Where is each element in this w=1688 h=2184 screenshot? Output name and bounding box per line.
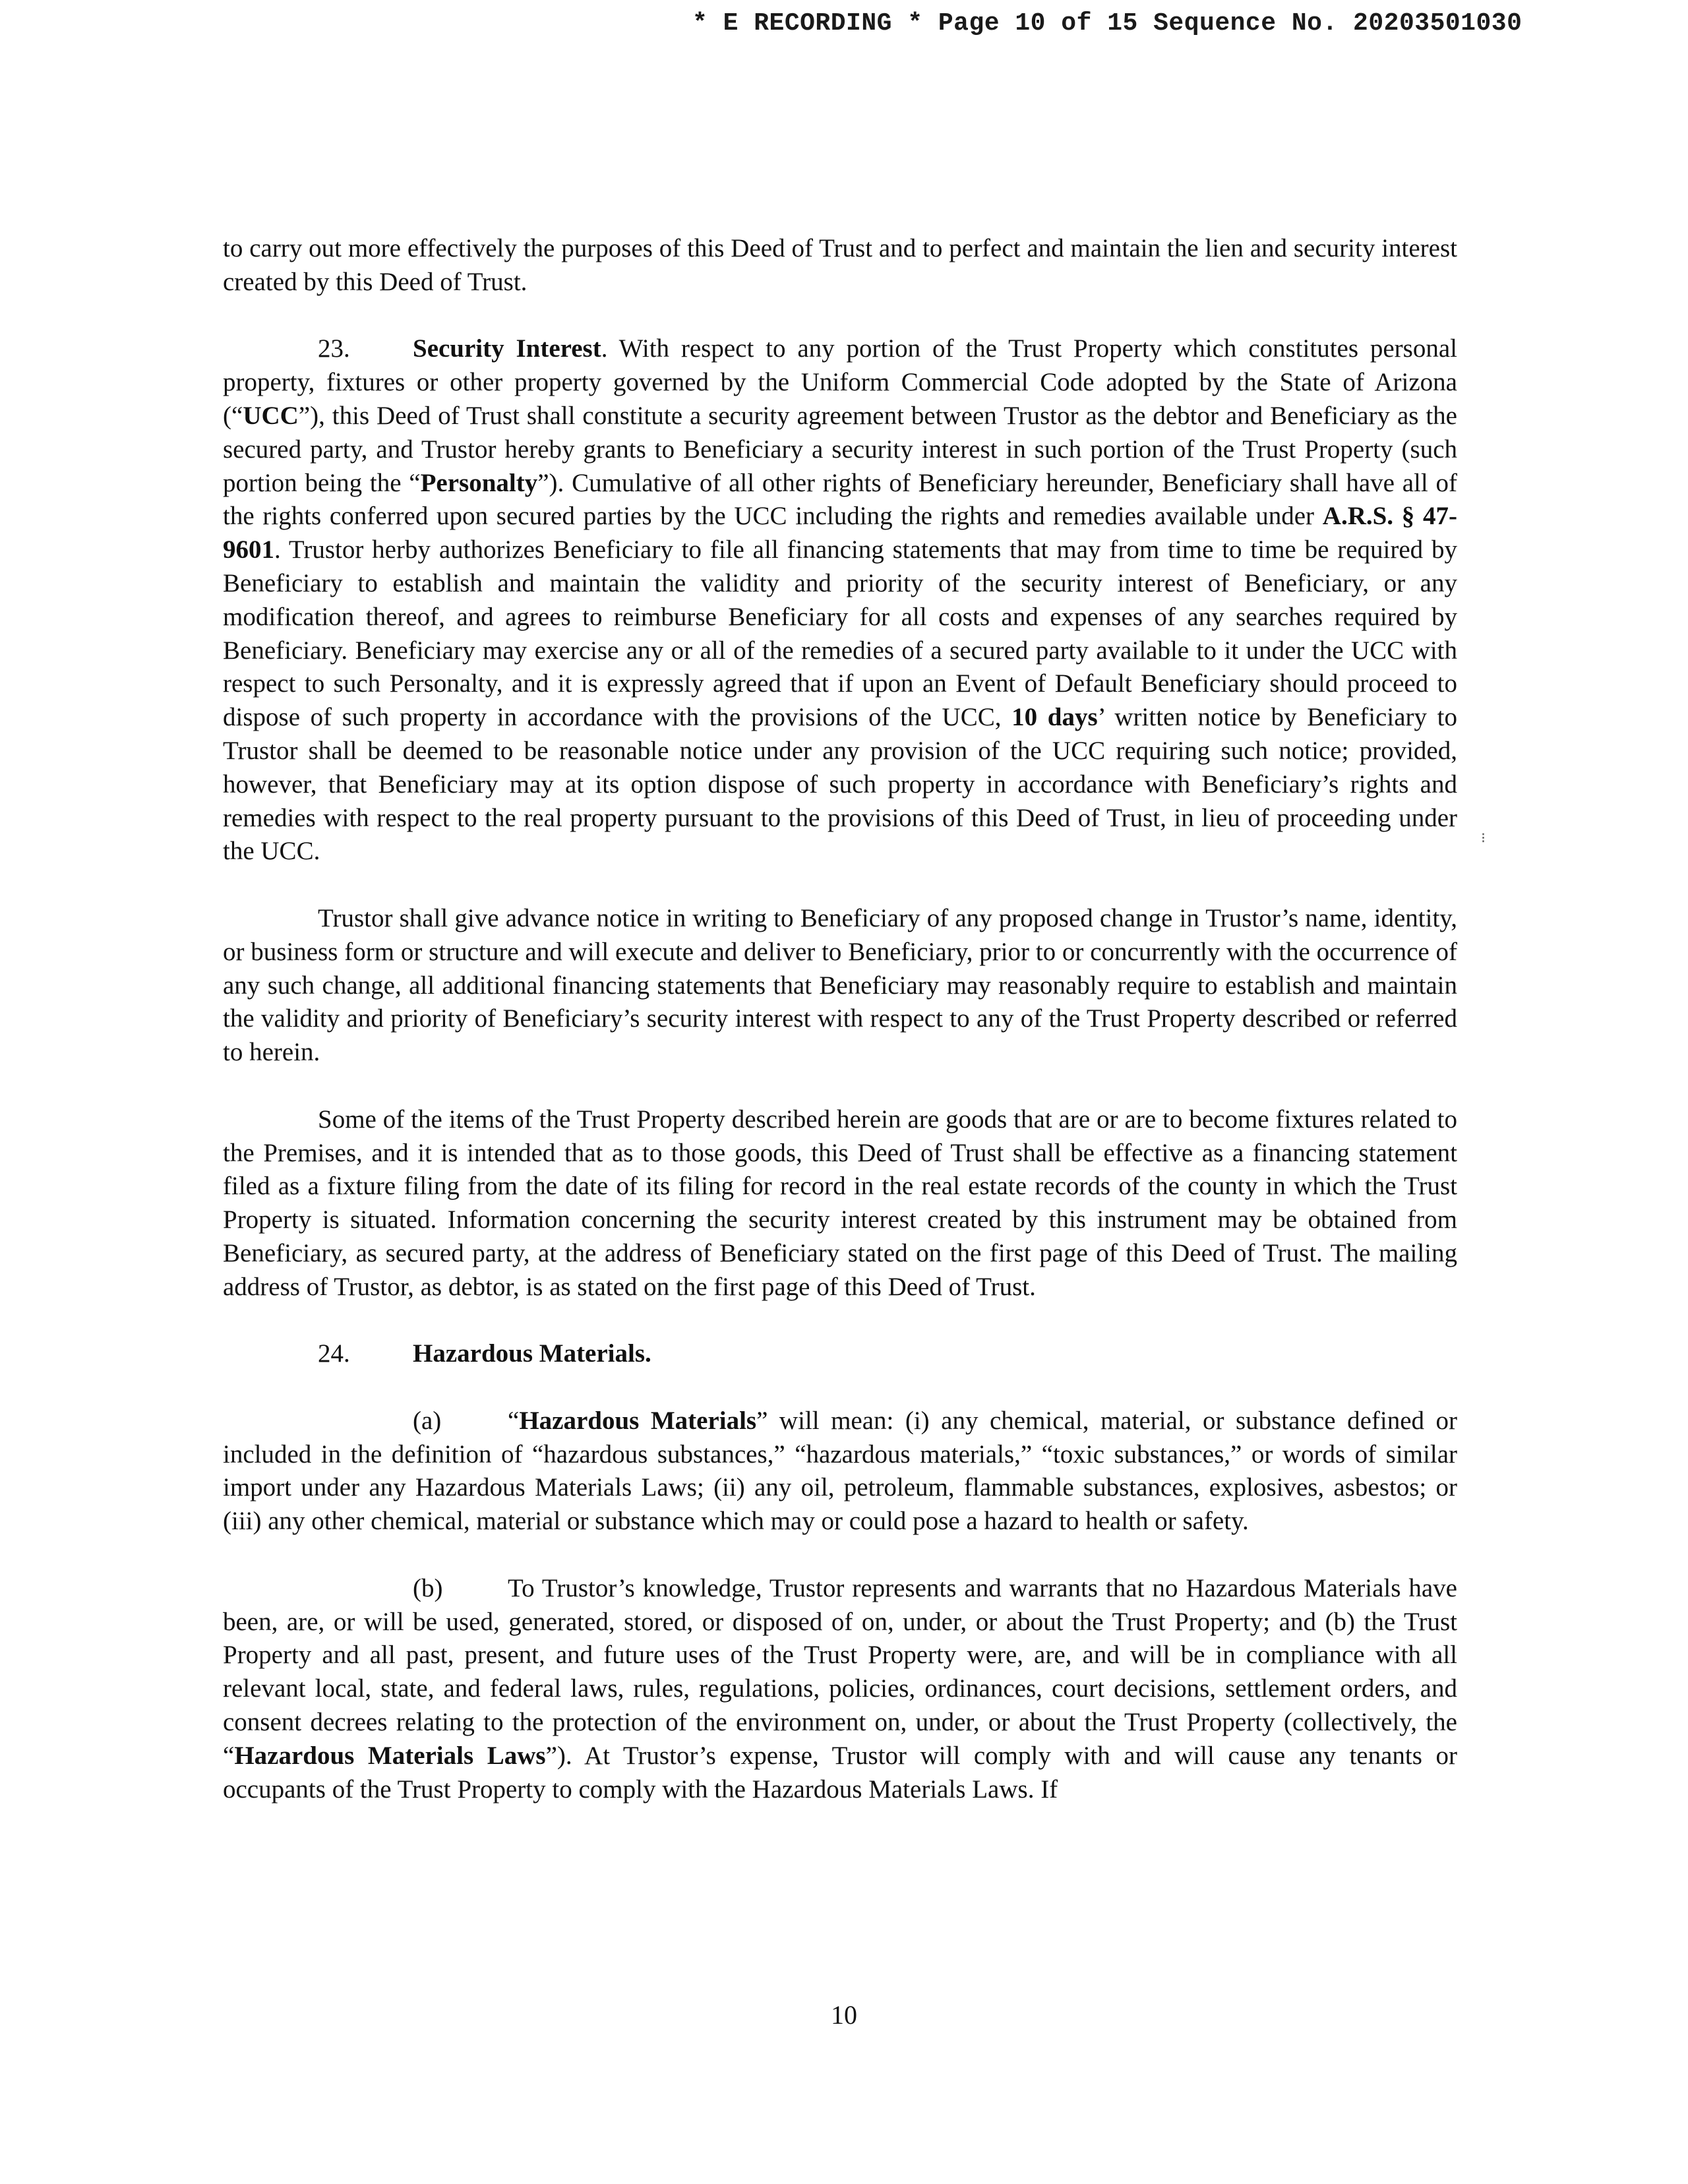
paragraph-advance-notice: Trustor shall give advance notice in writing to Beneficiary of any proposed change in Trustor’s name, identity, or business form or structure and will execute and deliver to Beneficiary, prior to or concurrently with the occurrence of any such change, all additional financing statements that Beneficiary may reasonably require to establish and maintain the validity and priority of Beneficiary’s security interest with respect to any of the Trust Property described or referred to herein. bbox=[223, 903, 1457, 1067]
section-number: 24. bbox=[318, 1339, 350, 1368]
recording-stamp: * E RECORDING * Page 10 of 15 Sequence No. 20203501030 bbox=[692, 9, 1522, 38]
subsection-text: ”). At Trustor’s expense, Trustor will comply with and will cause any tenants or occupants of the Trust Property to comply with the Hazardous Materials Laws. If bbox=[223, 1741, 1457, 1804]
statute-reference: A.R.S. § 47-9601 bbox=[223, 502, 1457, 564]
section-text: . Trustor herby authorizes Beneficiary to file all financing statements that may from time to time be required by Beneficiary to establish and maintain the validity and priority of the security interest of Beneficiary, or any modification thereof, and agrees to reimburse Beneficiary for all costs and expenses of any searches required by Beneficiary. Beneficiary may exercise any or all of the remedies of a secured party available to it under the UCC with respect to such Personalty, and it is expressly agreed that if upon an Event of Default Beneficiary should proceed to dispose of such property in accordance with the provisions of the UCC, bbox=[223, 535, 1457, 732]
document-body bbox=[223, 232, 1457, 1840]
section-text: ”). Cumulative of all other rights of Beneficiary hereunder, Beneficiary shall have all of the rights conferred upon secured parties by the UCC including the rights and remedies available under bbox=[223, 468, 1457, 531]
subsection-text: To Trustor’s knowledge, Trustor represents and warrants that no Hazardous Materials have been, are, or will be used, generated, stored, or disposed of on, under, or about the Trust Property; and (b) the Trust Property and all past, present, and future uses of the Trust Property were, are, and will be in compliance with all relevant local, state, and federal laws, rules, regulations, policies, ordinances, court decisions, settlement orders, and consent decrees relating to the protection of the environment on, under, or about the Trust Property (collectively, the “ bbox=[223, 1573, 1457, 1770]
subsection-24b bbox=[223, 1572, 1457, 1807]
scan-speck: ⁝ bbox=[1481, 830, 1486, 846]
subsection-text: ” will mean: (i) any chemical, material, or substance defined or included in the definition of “hazardous substances,” “hazardous materials,” “toxic substances,” or words of similar import under any Hazardous Materials Laws; (ii) any oil, petroleum, flammable substances, explosives, asbestos; or (iii) any other chemical, material or substance which may or could pose a hazard to health or safety. bbox=[223, 1406, 1458, 1536]
paragraph-continuation: to carry out more effectively the purposes of this Deed of Trust and to perfect and maintain the lien and security interest created by this Deed of Trust. bbox=[223, 234, 1457, 296]
defined-term: UCC bbox=[243, 401, 299, 430]
subsection-text: “ bbox=[508, 1406, 520, 1435]
notice-period: 10 days bbox=[1011, 703, 1098, 732]
subsection-24a bbox=[223, 1405, 1457, 1538]
page-number: 10 bbox=[831, 2000, 857, 2030]
defined-term: Hazardous Materials Laws bbox=[234, 1741, 546, 1770]
subsection-label: (a) bbox=[413, 1406, 442, 1435]
paragraph-fixture-filing: Some of the items of the Trust Property described herein are goods that are or are to become fixtures related to the Premises, and it is intended that as to those goods, this Deed of Trust shall be effective as a financing statement filed as a fixture filing from the date of its filing for record in the real estate records of the county in which the Trust Property is situated. Information concerning the security interest created by this instrument may be obtained from Beneficiary, as secured party, at the address of Beneficiary stated on the first page of this Deed of Trust. The mailing address of Trustor, as debtor, is as stated on the first page of this Deed of Trust. bbox=[223, 1105, 1457, 1301]
defined-term: Hazardous Materials bbox=[519, 1406, 757, 1435]
section-title: Hazardous Materials. bbox=[413, 1339, 651, 1368]
section-text: ”), this Deed of Trust shall constitute a security agreement between Trustor as the debtor and Beneficiary as the secured party, and Trustor hereby grants to Beneficiary a security interest in such portion of the Trust Property (such portion being the “ bbox=[223, 401, 1457, 497]
defined-term: Personalty bbox=[420, 468, 538, 497]
section-title: Security Interest bbox=[413, 334, 601, 363]
section-text: ’ written notice by Beneficiary to Trustor shall be deemed to be reasonable notice under any provision of the UCC requiring such notice; provided, however, that Beneficiary may at its option dispose of such property in accordance with Beneficiary’s rights and remedies with respect to the real property pursuant to the provisions of this Deed of Trust, in lieu of proceeding under the UCC. bbox=[223, 703, 1457, 866]
section-23-security-interest bbox=[223, 332, 1457, 868]
section-number: 23. bbox=[318, 334, 350, 363]
section-text: . With respect to any portion of the Trust Property which constitutes personal property, fixtures or other property governed by the Uniform Commercial Code adopted by the State of Arizona (“ bbox=[223, 334, 1457, 430]
subsection-label: (b) bbox=[413, 1573, 443, 1602]
section-24-heading bbox=[223, 1337, 1457, 1371]
